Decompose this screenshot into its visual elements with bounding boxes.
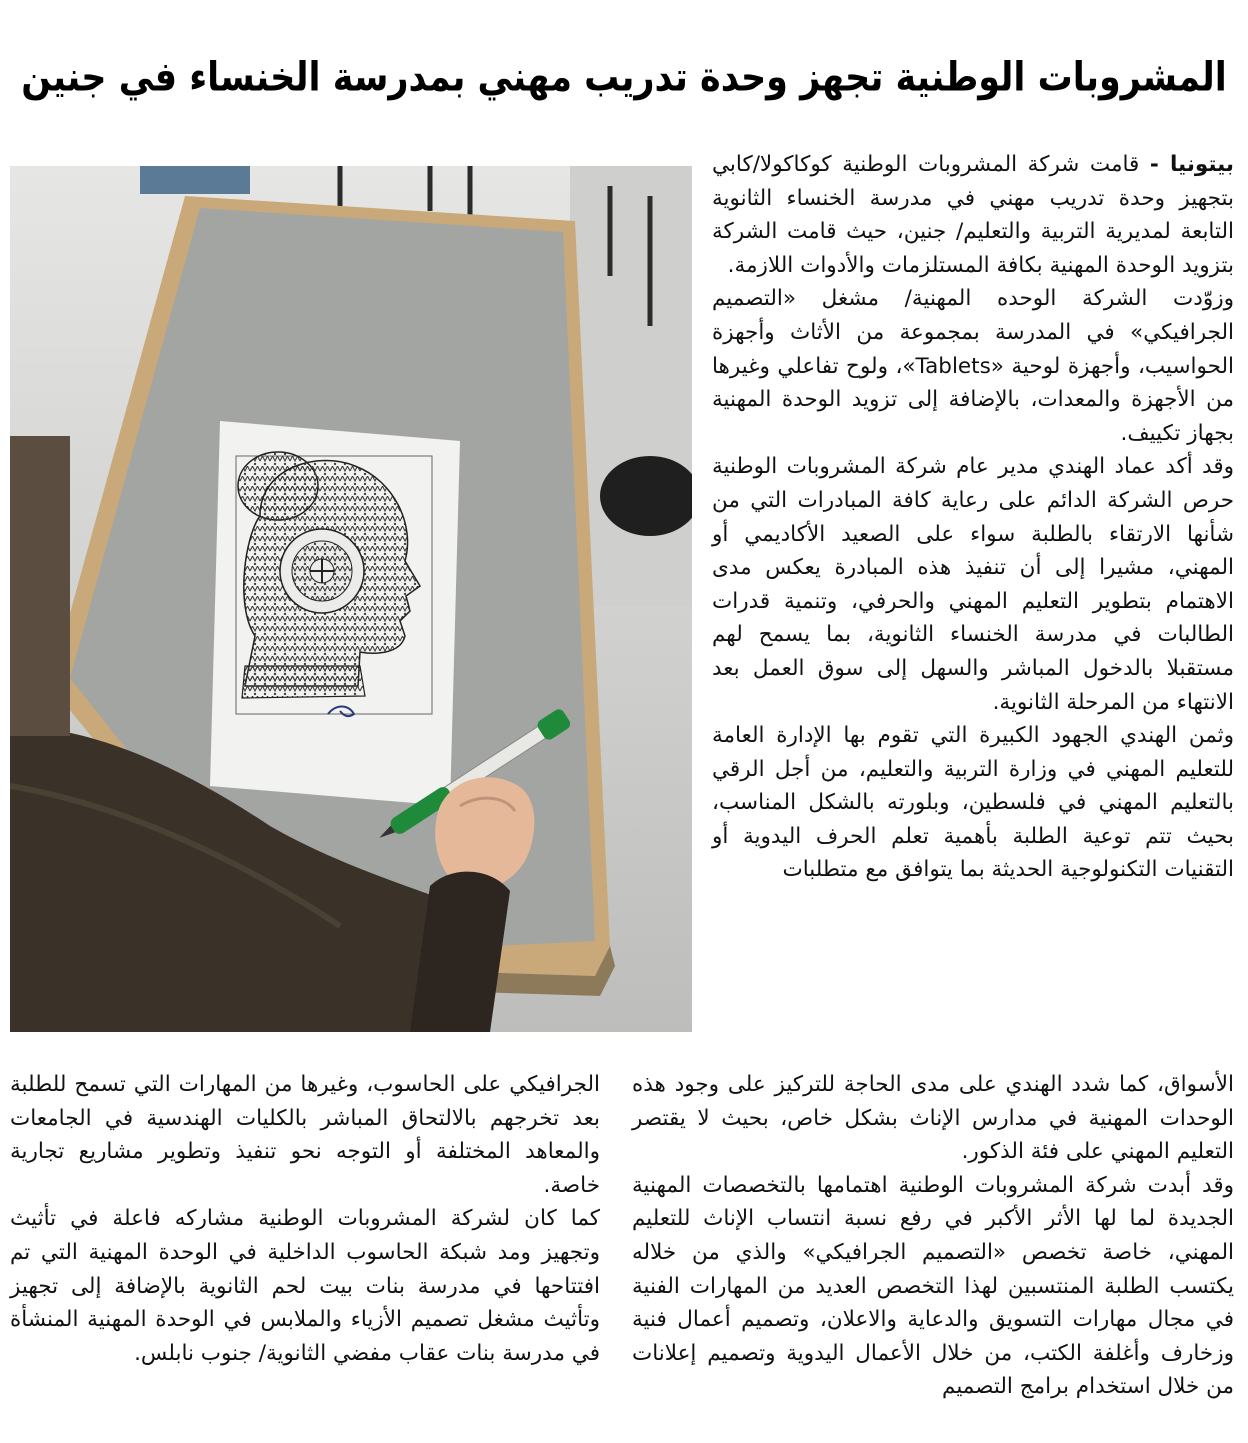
article-column-right-bottom [632, 1068, 1234, 1438]
student-drawing-icon [10, 166, 692, 1032]
article-column-left-bottom [10, 1068, 600, 1438]
article-photo [10, 166, 692, 1032]
article-paragraph: كما كان لشركة المشروبات الوطنية مشاركه فاعلة في تأثيث وتجهيز ومد شبكة الحاسوب الداخلية في الوحدة المهنية التي تم افتتاحها في مدرسة بنات بيت لحم الثانوية بالإضافة إلى تجهيز وتأثيث مشغل تصميم الأزياء والملابس في الوحدة المهنية المنشأة في مدرسة بنات عقاب مفضي الثانوية/ جنوب نابلس. [10, 1206, 600, 1366]
article-paragraph: وزوّدت الشركة الوحده المهنية/ مشغل «التصميم الجرافيكي» في المدرسة بمجموعة من الأثاث وأجهزة الحواسيب، وأجهزة لوحية «Tablets»، ولوح تفاعلي وغيرها من الأجهزة والمعدات، بالإضافة إلى تزويد الوحدة المهنية بجهاز تكييف. [712, 286, 1234, 446]
article-paragraph: وقد أبدت شركة المشروبات الوطنية اهتمامها بالتخصصات المهنية الجديدة لما لها الأثر الأكبر في رفع نسبة انتساب الإناث للتعليم المهني، خاصة تخصص «التصميم الجرافيكي» والذي من خلاله يكتسب الطلبة المنتسبين لهذا التخصص العديد من المهارات الفنية في مجال مهارات التسويق والدعاية والاعلان، وتصميم أعمال فنية وزخارف وأغلفة الكتب، من خلال الأعمال اليدوية وتصميم إعلانات من خلال استخدام برامج التصميم [632, 1172, 1234, 1400]
article-headline: المشروبات الوطنية تجهز وحدة تدريب مهني بمدرسة الخنساء في جنين [21, 54, 1227, 101]
article-paragraph: وثمن الهندي الجهود الكبيرة التي تقوم بها الإدارة العامة للتعليم المهني في وزارة التربية والتعليم، من أجل الرقي بالتعليم المهني في فلسطين، وبلورته بالشكل المناسب، بحيث تتم توعية الطلبة بأهمية تعلم الحرف اليدوية أو التقنيات التكنولوجية الحديثة بما يتوافق مع متطلبات [712, 723, 1234, 883]
article-paragraph: الجرافيكي على الحاسوب، وغيرها من المهارات التي تسمح للطلبة بعد تخرجهم بالالتحاق المباشر بالكليات الهندسية في الجامعات والمعاهد المختلفة أو التوجه نحو تنفيذ وتطوير مشاريع تجارية خاصة. [10, 1072, 600, 1198]
article-paragraph [712, 148, 1234, 282]
paragraph-text: قامت شركة المشروبات الوطنية كوكاكولا/كابي بتجهيز وحدة تدريب مهني في مدرسة الخنساء الثانوية التابعة لمديرية التربية والتعليم/ جنين، حيث قامت الشركة بتزويد الوحدة المهنية بكافة المستلزمات والأدوات اللازمة. [712, 152, 1234, 278]
dateline: بيتونيا - [1149, 152, 1234, 177]
article-paragraph: وقد أكد عماد الهندي مدير عام شركة المشروبات الوطنية حرص الشركة الدائم على رعاية كافة المبادرات التي من شأنها الارتقاء بالطلبة سواء على الصعيد الأكاديمي أو المهني، مشيرا إلى أن تنفيذ هذه المبادرة يعكس مدى الاهتمام بتطوير التعليم المهني والحرفي، وتنمية قدرات الطالبات في مدرسة الخنساء الثانوية، بما يسمح لهم مستقبلا بالدخول المباشر والسهل إلى سوق العمل بعد الانتهاء من المرحلة الثانوية. [712, 454, 1234, 715]
article-column-right-top [712, 148, 1234, 1068]
article-paragraph: الأسواق، كما شدد الهندي على مدى الحاجة للتركيز على وجود هذه الوحدات المهنية في مدارس الإناث بشكل خاص، بحيث لا يقتصر التعليم المهني على فئة الذكور. [632, 1072, 1234, 1165]
